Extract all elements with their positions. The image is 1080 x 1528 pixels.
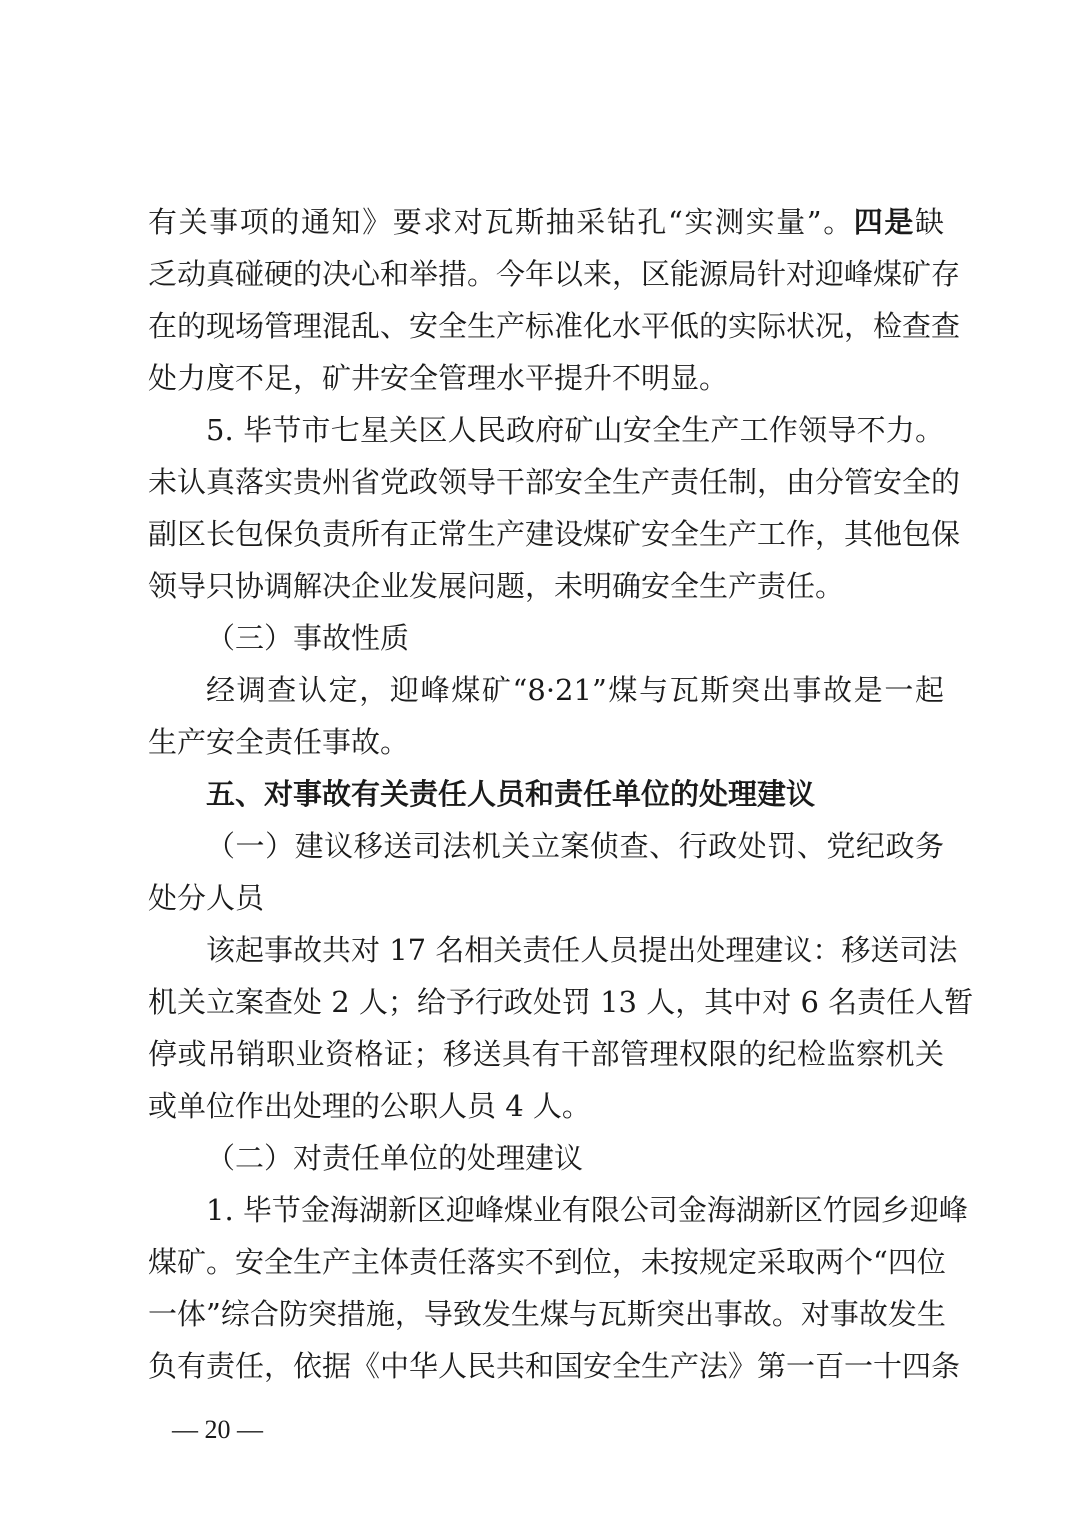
- paragraph-line: [148, 196, 944, 248]
- paragraph-line: 或单位作出处理的公职人员 4 人。: [148, 1089, 591, 1123]
- paragraph-line: 该起事故共对 17 名相关责任人员提出处理建议：移送司法: [206, 933, 958, 967]
- section-subheading: （二）对责任单位的处理建议: [206, 1141, 584, 1175]
- document-body: [148, 196, 974, 1392]
- paragraph-line: 经调查认定，迎峰煤矿“8·21”煤与瓦斯突出事故是一起: [206, 673, 944, 707]
- paragraph-line: 乏动真碰硬的决心和举措。今年以来，区能源局针对迎峰煤矿存: [148, 257, 961, 291]
- paragraph-line: 煤矿。安全生产主体责任落实不到位，未按规定采取两个“四位: [148, 1245, 946, 1279]
- paragraph-line: 生产安全责任事故。: [148, 725, 410, 759]
- paragraph-line: 副区长包保负责所有正常生产建设煤矿安全生产工作，其他包保: [148, 517, 961, 551]
- emphasis-text: 四是: [853, 205, 915, 239]
- section-subheading: （一）建议移送司法机关立案侦查、行政处罚、党纪政务: [206, 829, 944, 863]
- paragraph-line: 停或吊销职业资格证；移送具有干部管理权限的纪检监察机关: [148, 1037, 944, 1071]
- page-number: — 20 —: [172, 1415, 263, 1444]
- paragraph-line: 机关立案查处 2 人；给予行政处罚 13 人，其中对 6 名责任人暂: [148, 985, 974, 1019]
- text-run: 缺: [914, 205, 944, 239]
- section-subheading: 处分人员: [148, 881, 265, 915]
- text-run: 有关事项的通知》要求对瓦斯抽采钻孔“实测实量”。: [148, 205, 854, 239]
- paragraph-line: 5. 毕节市七星关区人民政府矿山安全生产工作领导不力。: [206, 413, 944, 447]
- paragraph-line: 一体”综合防突措施，导致发生煤与瓦斯突出事故。对事故发生: [148, 1297, 946, 1331]
- paragraph-line: 在的现场管理混乱、安全生产标准化水平低的实际状况，检查查: [148, 309, 961, 343]
- paragraph-line: 未认真落实贵州省党政领导干部安全生产责任制，由分管安全的: [148, 465, 961, 499]
- section-heading: 五、对事故有关责任人员和责任单位的处理建议: [206, 777, 816, 811]
- paragraph-line: 1. 毕节金海湖新区迎峰煤业有限公司金海湖新区竹园乡迎峰: [206, 1193, 968, 1227]
- paragraph-line: 处力度不足，矿井安全管理水平提升不明显。: [148, 361, 729, 395]
- section-subheading: （三）事故性质: [206, 621, 410, 655]
- paragraph-line: 负有责任，依据《中华人民共和国安全生产法》第一百一十四条: [148, 1349, 961, 1383]
- paragraph-line: 领导只协调解决企业发展问题，未明确安全生产责任。: [148, 569, 845, 603]
